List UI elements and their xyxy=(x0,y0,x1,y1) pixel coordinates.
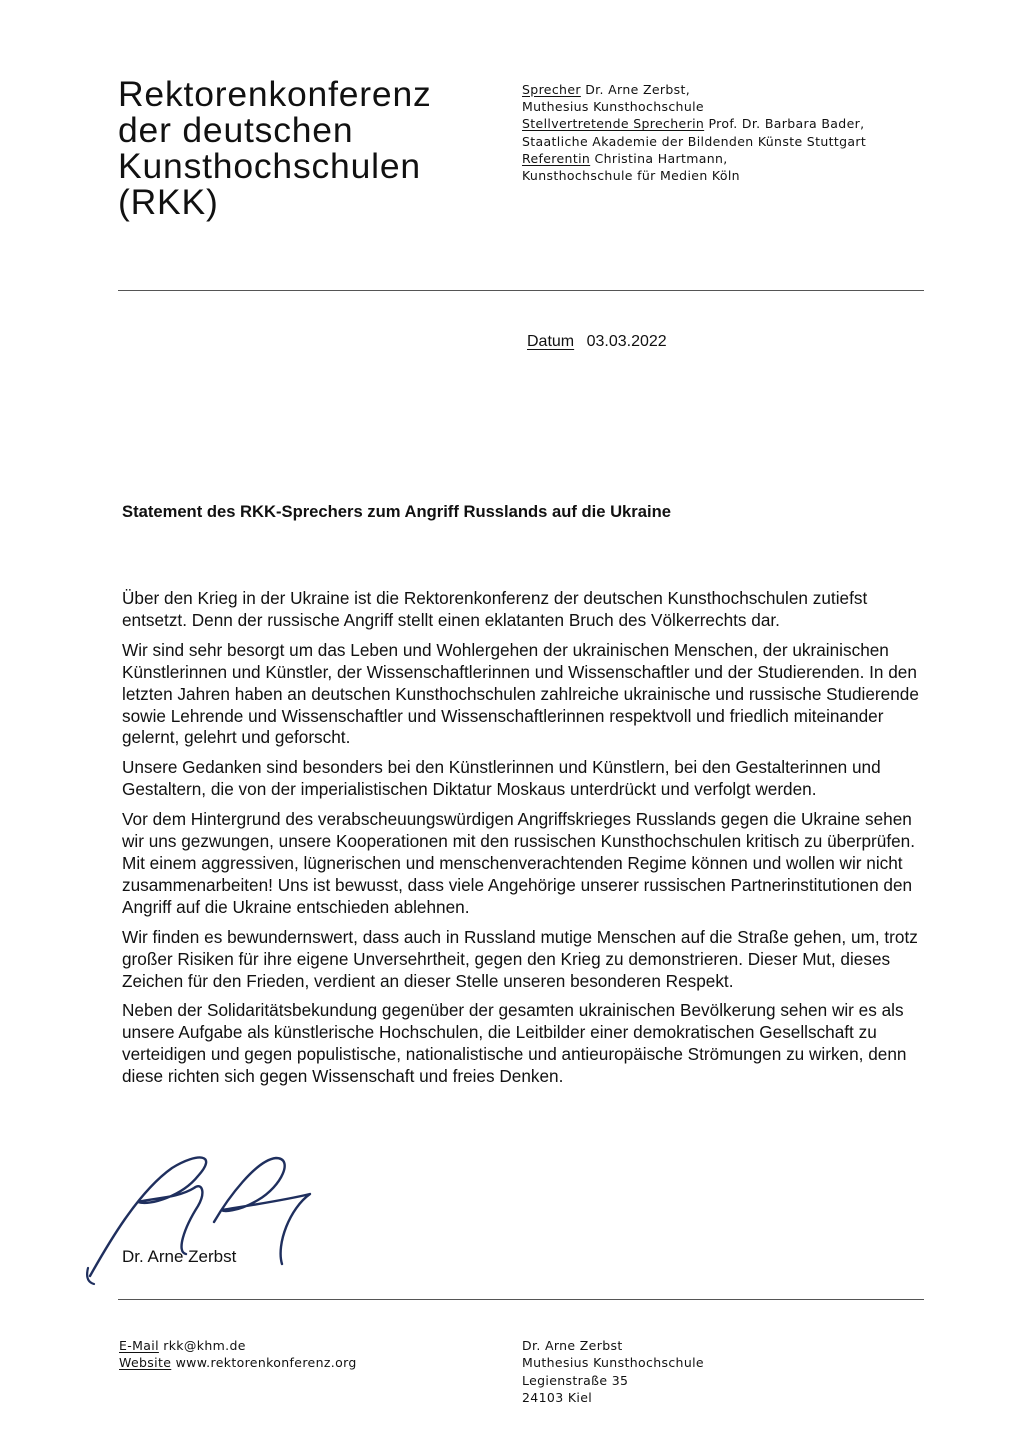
address-line: Muthesius Kunsthochschule xyxy=(522,1355,704,1371)
organization-title xyxy=(118,76,498,220)
statement-body xyxy=(122,588,930,1096)
date-value: 03.03.2022 xyxy=(586,333,667,350)
email-label: E-Mail xyxy=(119,1338,159,1353)
officers-list xyxy=(522,81,942,184)
officer-institution: Muthesius Kunsthochschule xyxy=(522,99,704,115)
website-link[interactable]: www.rektorenkonferenz.org xyxy=(175,1355,357,1371)
statement-title: Statement des RKK-Sprechers zum Angriff Russlands auf die Ukraine xyxy=(122,502,671,521)
address-line: 24103 Kiel xyxy=(522,1390,593,1406)
body-paragraph: Neben der Solidaritätsbekundung gegenüber der gesamten ukrainischen Bevölkerung sehen wir es als unsere Aufgabe als künstlerische Hochschulen, die Leitbilder einer demokratischen Gesellschaft zu verteidigen und gegen populistische, nationalistische und antieuropäische Strömungen zu wirken, denn diese richten sich gegen Wissenschaft und freies Denken. xyxy=(122,1000,907,1087)
date-label: Datum xyxy=(527,333,575,350)
footer-divider xyxy=(118,1299,924,1300)
org-title-line: Kunsthochschulen xyxy=(118,146,421,186)
officer-name: Prof. Dr. Barbara Bader, xyxy=(708,116,865,132)
body-paragraph: Über den Krieg in der Ukraine ist die Rektorenkonferenz der deutschen Kunsthochschulen zutiefst entsetzt. Denn der russische Angriff stellt einen eklatanten Bruch des Völkerrechts dar. xyxy=(122,588,868,630)
officer-institution: Staatliche Akademie der Bildenden Künste Stuttgart xyxy=(522,133,867,149)
officer-role: Stellvertretende Sprecherin xyxy=(522,116,705,132)
body-paragraph: Vor dem Hintergrund des verabscheuungswürdigen Angriffskrieges Russlands gegen die Ukraine sehen wir uns gezwungen, unsere Kooperationen mit den russischen Kunsthochschulen kritisch zu überprüfen. Mit einem aggressiven, lügnerischen und menschenverachtenden Regime können und wollen wir nicht zusammenarbeiten! Uns ist bewusst, dass viele Angehörige unserer russischen Partnerinstitutionen den Angriff auf die Ukraine entschieden ablehnen. xyxy=(122,809,915,917)
footer-email xyxy=(119,1337,357,1354)
body-paragraph: Wir finden es bewundernswert, dass auch in Russland mutige Menschen auf die Straße gehen, um, trotz großer Risiken für ihre eigene Unversehrtheit, gegen den Krieg zu demonstrieren. Dieser Mut, dieses Zeichen für den Frieden, verdient an dieser Stelle unseren besonderen Respekt. xyxy=(122,926,918,991)
officer-deputy-speaker xyxy=(522,115,942,132)
org-title-line: Rektorenkonferenz xyxy=(118,74,432,114)
header-divider xyxy=(118,290,924,291)
signer-name: Dr. Arne Zerbst xyxy=(122,1247,237,1266)
officer-name: Dr. Arne Zerbst, xyxy=(585,82,691,97)
website-label: Website xyxy=(119,1355,172,1371)
officer-speaker xyxy=(522,81,942,98)
officer-role: Sprecher xyxy=(522,82,581,97)
officer-name: Christina Hartmann, xyxy=(594,150,728,166)
address-line: Legienstraße 35 xyxy=(522,1372,629,1388)
body-paragraph: Wir sind sehr besorgt um das Leben und Wohlergehen der ukrainischen Menschen, der ukrainischen Künstlerinnen und Künstler, der Wissenschaftlerinnen und Wissenschaftler und der Studierenden. In den letzten Jahren haben an deutschen Kunsthochschulen zahlreiche ukrainische und russische Studierende sowie Lehrende und Wissenschaftler und Wissenschaftlerinnen respektvoll und friedlich miteinander gelernt, gelehrt und geforscht. xyxy=(122,639,919,748)
officer-referent xyxy=(522,150,942,167)
footer-contact xyxy=(119,1337,357,1372)
officer-institution: Kunsthochschule für Medien Köln xyxy=(522,168,740,184)
handwritten-signature xyxy=(80,1144,330,1294)
org-title-line: der deutschen xyxy=(118,110,354,150)
org-title-line: (RKK) xyxy=(118,182,219,222)
date-line xyxy=(527,332,667,352)
footer-website xyxy=(119,1354,357,1371)
footer-address xyxy=(522,1337,704,1407)
email-link[interactable]: rkk@khm.de xyxy=(163,1338,246,1353)
address-line: Dr. Arne Zerbst xyxy=(522,1338,623,1353)
body-paragraph: Unsere Gedanken sind besonders bei den Künstlerinnen und Künstlern, bei den Gestalterinnen und Gestaltern, die von der imperialistischen Diktatur Moskaus unterdrückt und verfolgt werden. xyxy=(122,757,881,800)
officer-role: Referentin xyxy=(522,150,591,166)
